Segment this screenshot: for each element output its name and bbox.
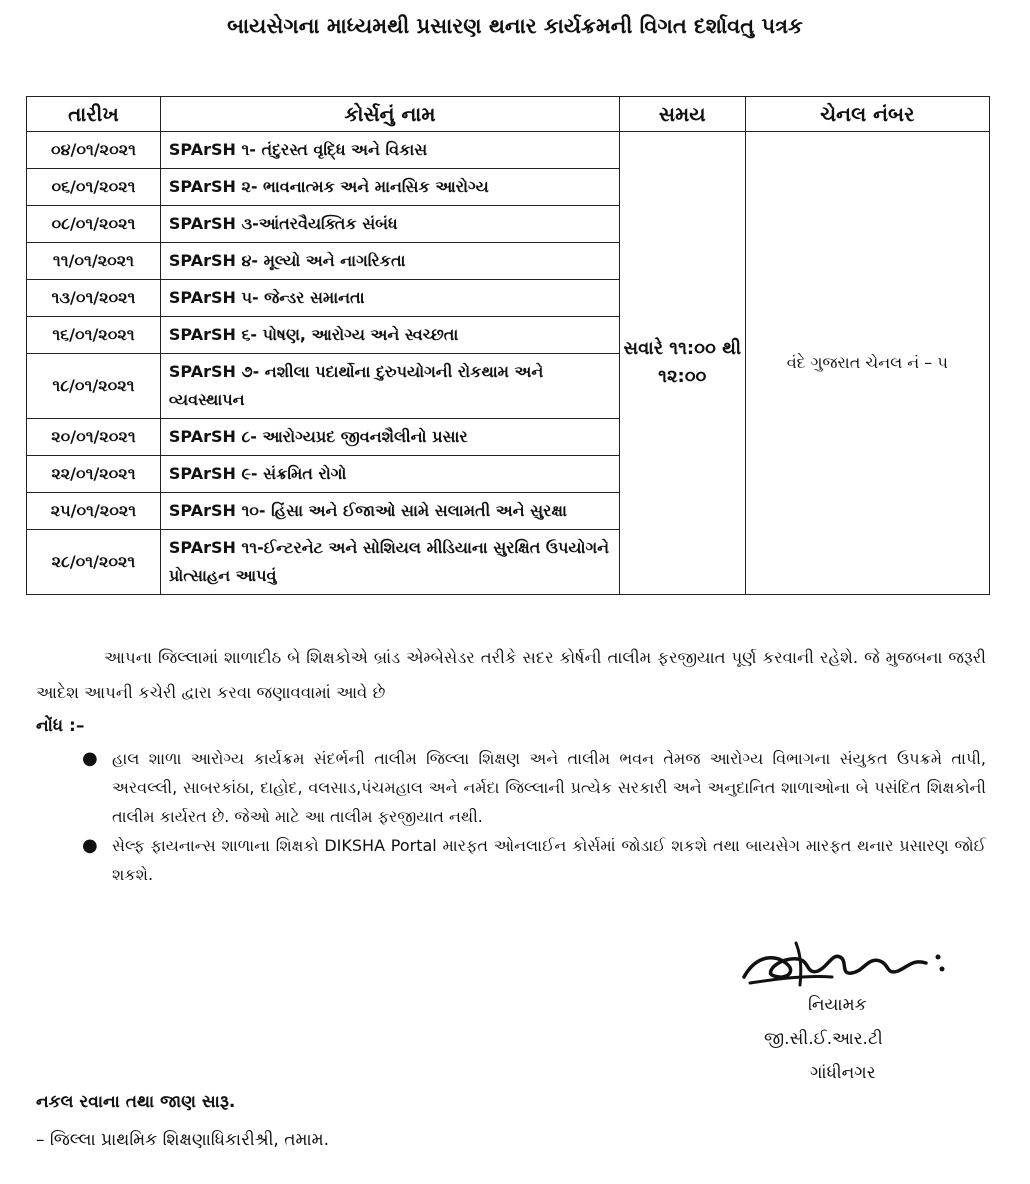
note-text: સેલ્ફ ફાયનાન્સ શાળાના શિક્ષકો DIKSHA Portal મારફત ઓનલાઈન કોર્સમાં જોડાઈ શકશે તથા બાયસેગ મારફત થનાર પ્રસારણ જોઈ શકશે. <box>112 836 986 884</box>
row-course: SPArSH ૬- પોષણ, આરોગ્ય અને સ્વચ્છતા <box>160 317 619 354</box>
header-channel: ચેનલ નંબર <box>745 97 989 132</box>
note-text: હાલ શાળા આરોગ્ય કાર્યક્રમ સંદર્ભની તાલીમ જિલ્લા શિક્ષણ અને તાલીમ ભવન તેમજ આરોગ્ય વિભાગના સંયુકત ઉપક્રમે તાપી, અરવલ્લી, સાબરકાંઠા, દાહોદ, વલસાડ,પંચમહાલ અને નર્મદા જિલ્લાની પ્રત્યેક સરકારી અને અનુદાનિત શાળાઓના બે પસંદિત શિક્ષકોની તાલીમ કાર્યરત છે. જેઓ માટે આ તાલીમ ફરજીયાત નથી. <box>112 749 986 826</box>
row-course: SPArSH ૮- આરોગ્યપ્રદ જીવનશૈલીનો પ્રસાર <box>160 419 619 456</box>
table-header-row <box>27 97 990 132</box>
row-date: ૧૧/૦૧/૨૦૨૧ <box>27 243 161 280</box>
bullet-icon: ● <box>82 835 98 856</box>
row-date: ૦૬/૦૧/૨૦૨૧ <box>27 169 161 206</box>
row-course: SPArSH ૭- નશીલા પદાર્થોના દુરુપયોગની રોકથામ અને વ્યવસ્થાપન <box>160 354 619 419</box>
instruction-paragraph: આપના જિલ્લામાં શાળાદીઠ બે શિક્ષકોએ બ્રાંડ એમ્બેસેડર તરીકે સદર કોર્ષની તાલીમ ફરજીયાત પૂર્ણ કરવાની રહેશે. જે મુજબના જરૂરી આદેશ આપની કચેરી દ્વારા કરવા જણાવવામાં આવે છે <box>36 648 986 702</box>
row-course: SPArSH ૪- મૂલ્યો અને નાગરિકતા <box>160 243 619 280</box>
row-date: ૨૫/૦૧/૨૦૨૧ <box>27 493 161 530</box>
copy-heading: નકલ રવાના તથા જાણ સારૂ. <box>36 1092 236 1112</box>
header-time: સમય <box>619 97 745 132</box>
header-course: કોર્સનું નામ <box>160 97 619 132</box>
signature-block <box>740 988 980 1090</box>
table-row <box>27 132 990 169</box>
document-title: બાયસેગના માધ્યમથી પ્રસારણ થનાર કાર્યક્રમની વિગત દર્શાવતુ પત્રક <box>227 14 803 38</box>
signature-designation: નિયામક <box>808 995 867 1015</box>
row-date: ૦૪/૦૧/૨૦૨૧ <box>27 132 161 169</box>
row-date: ૦૮/૦૧/૨૦૨૧ <box>27 206 161 243</box>
time-cell: સવારે ૧૧:૦૦ થી ૧૨:૦૦ <box>619 132 745 595</box>
row-date: ૧૬/૦૧/૨૦૨૧ <box>27 317 161 354</box>
row-date: ૧૮/૦૧/૨૦૨૧ <box>27 354 161 419</box>
row-date: ૨૨/૦૧/૨૦૨૧ <box>27 456 161 493</box>
row-course: SPArSH ૫- જેન્ડર સમાનતા <box>160 280 619 317</box>
channel-cell: વંદે ગુજરાત ચેનલ નં – ૫ <box>745 132 989 595</box>
copy-recipient: – જિલ્લા પ્રાથમિક શિક્ષણાધિકારીશ્રી, તમામ. <box>36 1130 330 1150</box>
header-date: તારીખ <box>27 97 161 132</box>
row-course: SPArSH ૧૧-ઈન્ટરનેટ અને સોશિયલ મીડિયાના સુરક્ષિત ઉપયોગને પ્રોત્સાહન આપવું <box>160 530 619 595</box>
row-course: SPArSH ૨- ભાવનાત્મક અને માનસિક આરોગ્ય <box>160 169 619 206</box>
row-course: SPArSH ૧૦- હિંસા અને ઈજાઓ સામે સલામતી અને સુરક્ષા <box>160 493 619 530</box>
note-item <box>82 831 986 889</box>
bullet-icon: ● <box>82 748 98 769</box>
signature-office: જી.સી.ઈ.આર.ટી <box>764 1029 883 1049</box>
row-date: ૧૩/૦૧/૨૦૨૧ <box>27 280 161 317</box>
row-course: SPArSH ૩-આંતરવૈયક્તિક સંબંધ <box>160 206 619 243</box>
note-label: નોંધ :– <box>36 716 85 736</box>
row-date: ૨૦/૦૧/૨૦૨૧ <box>27 419 161 456</box>
row-date: ૨૮/૦૧/૨૦૨૧ <box>27 530 161 595</box>
signature-place: ગાંધીનગર <box>810 1063 876 1083</box>
row-course: SPArSH ૯- સંક્રમિત રોગો <box>160 456 619 493</box>
row-course: SPArSH ૧- તંદુરસ્ત વૃદ્ધિ અને વિકાસ <box>160 132 619 169</box>
note-item <box>82 744 986 831</box>
notes-list <box>82 744 986 889</box>
schedule-table <box>26 96 990 595</box>
signature-mark <box>736 935 956 995</box>
